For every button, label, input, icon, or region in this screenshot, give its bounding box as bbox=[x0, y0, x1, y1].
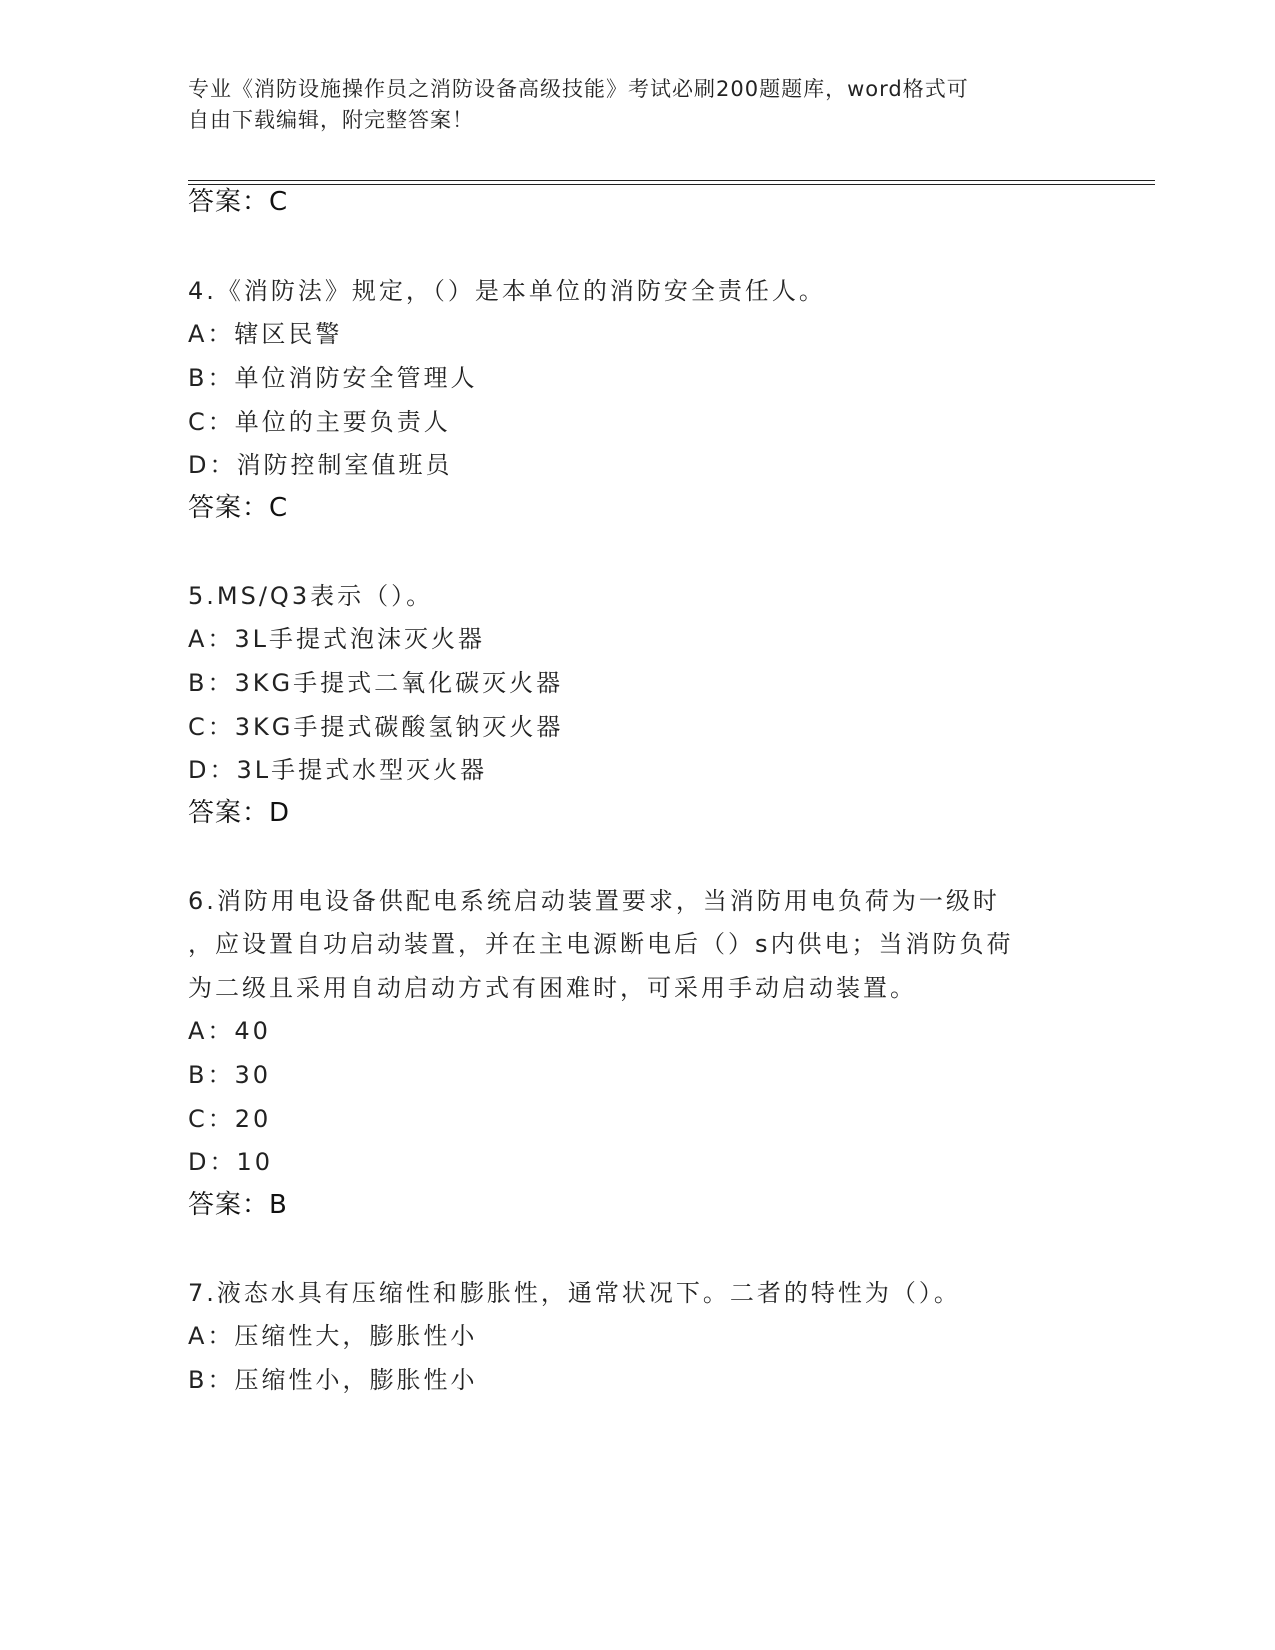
question-6-stem-line-3: 为二级且采用自动启动方式有困难时，可采用手动启动装置。 bbox=[188, 974, 917, 1002]
question-6-answer: 答案：B bbox=[188, 1190, 288, 1220]
question-5-option-a: A：3L手提式泡沫灭火器 bbox=[188, 625, 486, 653]
question-6-option-a: A：40 bbox=[188, 1017, 271, 1045]
question-5-answer: 答案：D bbox=[188, 798, 291, 828]
question-6-stem-line-1: 6.消防用电设备供配电系统启动装置要求，当消防用电负荷为一级时 bbox=[188, 887, 1000, 915]
header-line-2: 自由下载编辑，附完整答案！ bbox=[188, 108, 474, 132]
question-4-option-c: C：单位的主要负责人 bbox=[188, 408, 451, 436]
question-4-option-b: B：单位消防安全管理人 bbox=[188, 364, 478, 392]
question-5-option-d: D：3L手提式水型灭火器 bbox=[188, 756, 488, 784]
header-divider-top bbox=[188, 180, 1155, 181]
question-5-option-b: B：3KG手提式二氧化碳灭火器 bbox=[188, 669, 564, 697]
header-line-1: 专业《消防设施操作员之消防设备高级技能》考试必刷200题题库，word格式可 bbox=[188, 77, 969, 101]
document-header bbox=[188, 74, 1088, 136]
question-4-stem: 4.《消防法》规定，（）是本单位的消防安全责任人。 bbox=[188, 277, 826, 305]
question-7-option-b: B：压缩性小，膨胀性小 bbox=[188, 1366, 478, 1394]
question-5-option-c: C：3KG手提式碳酸氢钠灭火器 bbox=[188, 713, 564, 741]
question-7-option-a: A：压缩性大，膨胀性小 bbox=[188, 1322, 478, 1350]
question-6-option-b: B：30 bbox=[188, 1061, 272, 1089]
question-5-stem: 5.MS/Q3表示（）。 bbox=[188, 582, 434, 610]
question-4-option-a: A：辖区民警 bbox=[188, 320, 343, 348]
question-4-answer: 答案：C bbox=[188, 493, 289, 523]
question-6-option-d: D：10 bbox=[188, 1148, 274, 1176]
previous-question-answer: 答案：C bbox=[188, 187, 289, 217]
question-7-stem: 7.液态水具有压缩性和膨胀性，通常状况下。二者的特性为（）。 bbox=[188, 1279, 961, 1307]
header-divider-bottom bbox=[188, 184, 1155, 185]
question-4-option-d: D：消防控制室值班员 bbox=[188, 451, 453, 479]
question-6-stem-line-2: ，应设置自功启动装置，并在主电源断电后（）s内供电；当消防负荷 bbox=[188, 930, 1014, 958]
question-6-option-c: C：20 bbox=[188, 1105, 272, 1133]
